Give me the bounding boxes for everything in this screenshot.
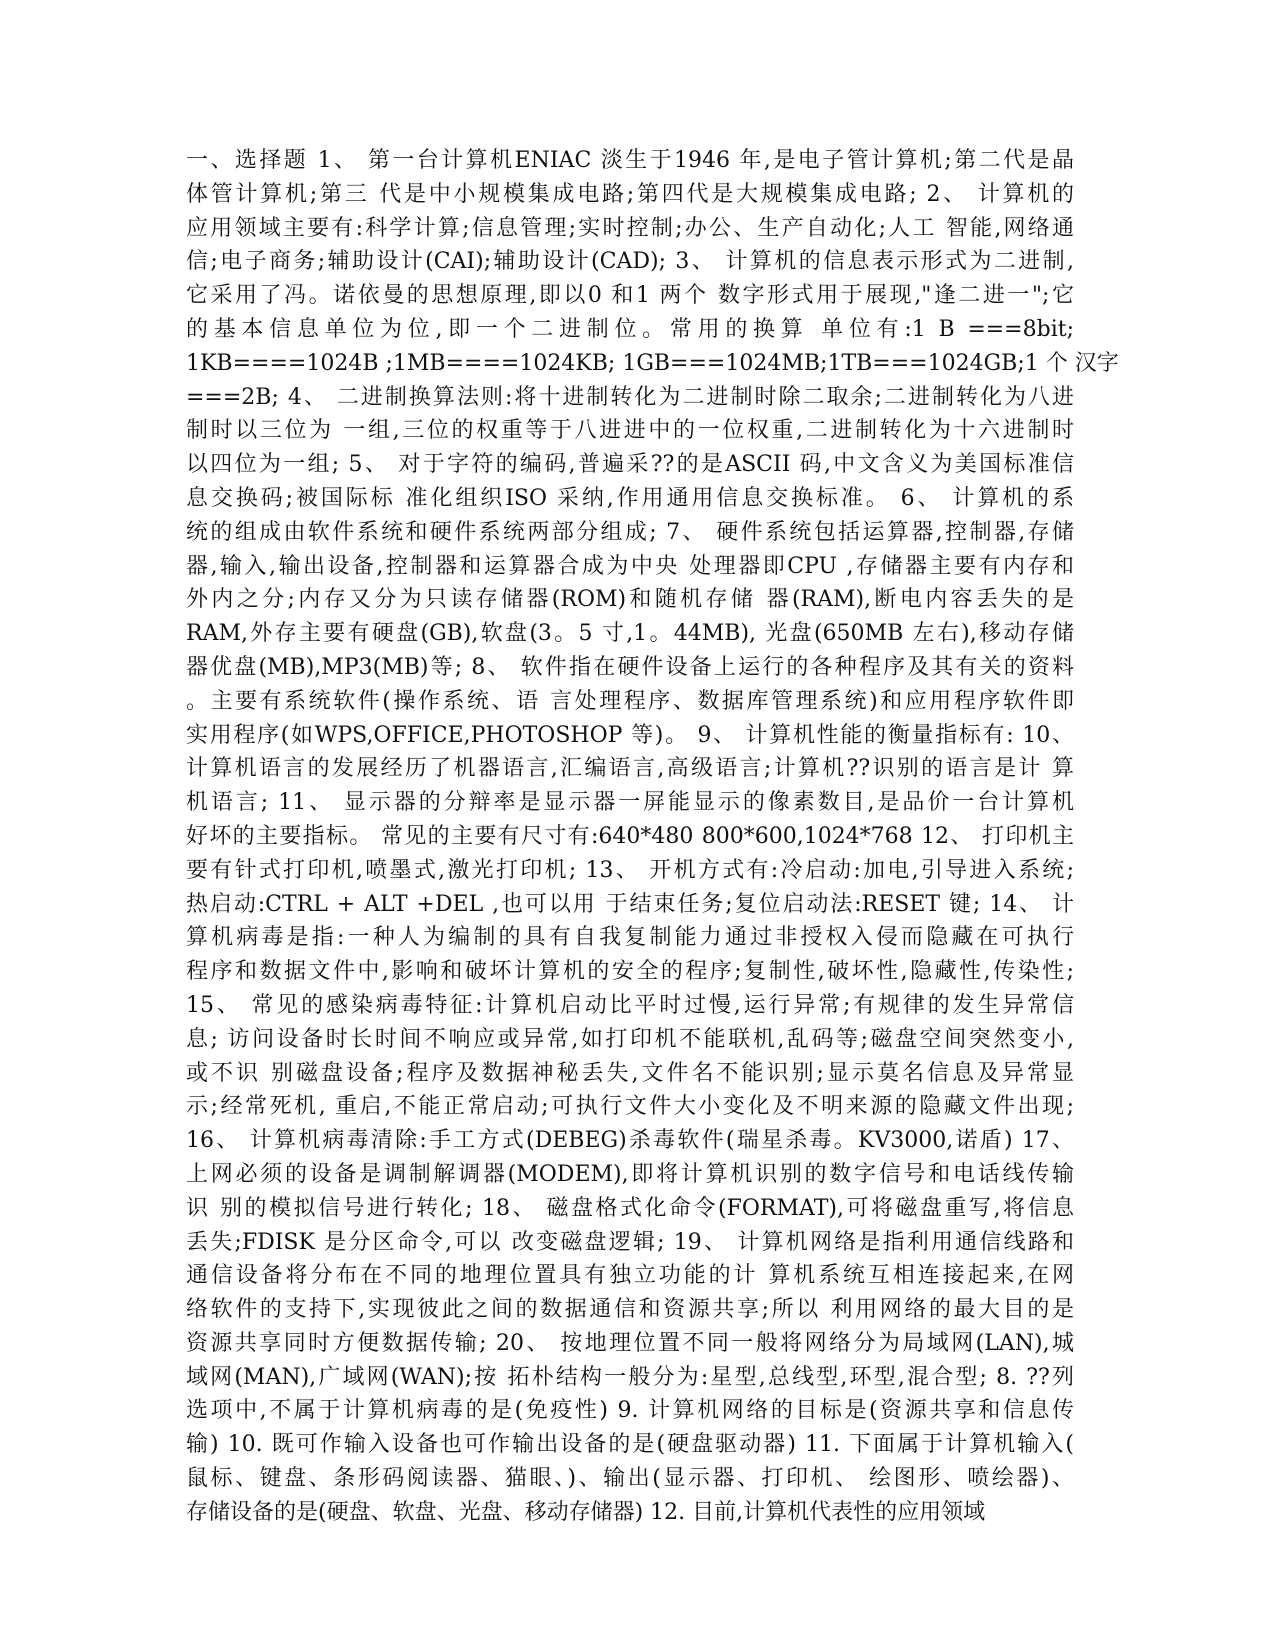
text-line: 络软件的支持下,实现彼此之间的数据通信和资源共享;所以 利用网络的最大目的是	[186, 1297, 1074, 1323]
text-line: 以四位为一组; 5、 对于字符的编码,普遍采??的是ASCII 码,中文含义为美国标准信	[186, 452, 1074, 478]
text-line: 实用程序(如WPS,OFFICE,PHOTOSHOP 等)。 9、 计算机性能的衡量指标有: 10、	[186, 722, 1074, 748]
document-body-text	[186, 144, 1119, 1530]
text-line: 息; 访问设备时长时间不响应或异常,如打印机不能联机,乱码等;磁盘空间突然变小,	[186, 1026, 1074, 1052]
text-line: 存储设备的是(硬盘、软盘、光盘、移动存储器) 12. 目前,计算机代表性的应用领域	[186, 1499, 986, 1525]
text-line: 器,输入,输出设备,控制器和运算器合成为中央 处理器即CPU ,存储器主要有内存和	[186, 553, 1074, 579]
text-line: 输) 10. 既可作输入设备也可作输出设备的是(硬盘驱动器) 11. 下面属于计算机输入(	[186, 1432, 1074, 1458]
text-line: 好坏的主要指标。 常见的主要有尺寸有:640*480 800*600,1024*768 12、 打印机主	[186, 823, 1074, 849]
text-line: 或不识 别磁盘设备;程序及数据神秘丢失,文件名不能识别;显示莫名信息及异常显	[186, 1060, 1074, 1086]
text-line: 上网必须的设备是调制解调器(MODEM),即将计算机识别的数字信号和电话线传输	[186, 1161, 1074, 1187]
text-line: 15、 常见的感染病毒特征:计算机启动比平时过慢,运行异常;有规律的发生异常信	[186, 992, 1074, 1018]
text-line: 应用领域主要有:科学计算;信息管理;实时控制;办公、生产自动化;人工 智能,网络通	[186, 215, 1074, 241]
text-line: 制时以三位为 一组,三位的权重等于八进进中的一位权重,二进制转化为十六进制时	[186, 418, 1074, 444]
text-line: 体管计算机;第三 代是中小规模集成电路;第四代是大规模集成电路; 2、 计算机的	[186, 181, 1074, 207]
text-line: 信;电子商务;辅助设计(CAI);辅助设计(CAD); 3、 计算机的信息表示形式为二进制,	[186, 249, 1074, 275]
text-line: 息交换码;被国际标 准化组织ISO 采纳,作用通用信息交换标准。 6、 计算机的系	[186, 485, 1074, 511]
text-line: 器优盘(MB),MP3(MB)等; 8、 软件指在硬件设备上运行的各种程序及其有关的资料	[186, 654, 1074, 680]
text-line: RAM,外存主要有硬盘(GB),软盘(3。5 寸,1。44MB), 光盘(650MB 左右),移动存储	[186, 621, 1074, 647]
text-line: 机语言; 11、 显示器的分辩率是显示器一屏能显示的像素数目,是品价一台计算机	[186, 790, 1074, 816]
text-line: 的基本信息单位为位,即一个二进制位。常用的换算 单位有:1 B ===8bit;	[186, 316, 1074, 342]
text-line: ===2B; 4、 二进制换算法则:将十进制转化为二进制时除二取余;二进制转化为八进	[186, 384, 1074, 410]
text-line: 1KB====1024B ;1MB====1024KB; 1GB===1024MB;1TB===1024GB;1 个 汉字	[186, 350, 1119, 376]
text-line: 识 别的模拟信号进行转化; 18、 磁盘格式化命令(FORMAT),可将磁盘重写,将信息	[186, 1195, 1074, 1221]
text-line: 示;经常死机, 重启,不能正常启动;可执行文件大小变化及不明来源的隐藏文件出现;	[186, 1094, 1074, 1120]
text-line: 资源共享同时方便数据传输; 20、 按地理位置不同一般将网络分为局域网(LAN),城	[186, 1330, 1074, 1356]
text-line: 程序和数据文件中,影响和破坏计算机的安全的程序;复制性,破坏性,隐藏性,传染性;	[186, 959, 1074, 985]
text-line: 。主要有系统软件(操作系统、语 言处理程序、数据库管理系统)和应用程序软件即	[186, 688, 1074, 714]
text-line: 16、 计算机病毒清除:手工方式(DEBEG)杀毒软件(瑞星杀毒。KV3000,诺盾) 17、	[186, 1128, 1074, 1154]
text-line: 鼠标、键盘、条形码阅读器、猫眼、)、输出(显示器、打印机、 绘图形、喷绘器)、	[186, 1466, 1074, 1492]
text-line: 选项中,不属于计算机病毒的是(免疫性) 9. 计算机网络的目标是(资源共享和信息传	[186, 1398, 1074, 1424]
text-line: 热启动:CTRL + ALT +DEL ,也可以用 于结束任务;复位启动法:RESET 键; 14、 计	[186, 891, 1074, 917]
text-line: 计算机语言的发展经历了机器语言,汇编语言,高级语言;计算机??识别的语言是计 算	[186, 756, 1074, 782]
text-line: 它采用了冯。诺依曼的思想原理,即以0 和1 两个 数字形式用于展现,"逢二进一";它	[186, 283, 1074, 309]
text-line: 一、选择题 1、 第一台计算机ENIAC 淡生于1946 年,是电子管计算机;第二代是晶	[186, 148, 1074, 173]
text-line: 要有针式打印机,喷墨式,激光打印机; 13、 开机方式有:冷启动:加电,引导进入系统;	[186, 857, 1074, 883]
text-line: 外内之分;内存又分为只读存储器(ROM)和随机存储 器(RAM),断电内容丢失的是	[186, 587, 1074, 613]
text-line: 丢失;FDISK 是分区命令,可以 改变磁盘逻辑; 19、 计算机网络是指利用通信线路和	[186, 1229, 1074, 1255]
text-line: 通信设备将分布在不同的地理位置具有独立功能的计 算机系统互相连接起来,在网	[186, 1263, 1074, 1289]
text-line: 统的组成由软件系统和硬件系统两部分组成; 7、 硬件系统包括运算器,控制器,存储	[186, 519, 1074, 545]
text-line: 域网(MAN),广域网(WAN);按 拓朴结构一般分为:星型,总线型,环型,混合型; 8. ??列	[186, 1364, 1074, 1390]
text-line: 算机病毒是指:一种人为编制的具有自我复制能力通过非授权入侵而隐藏在可执行	[186, 925, 1074, 951]
